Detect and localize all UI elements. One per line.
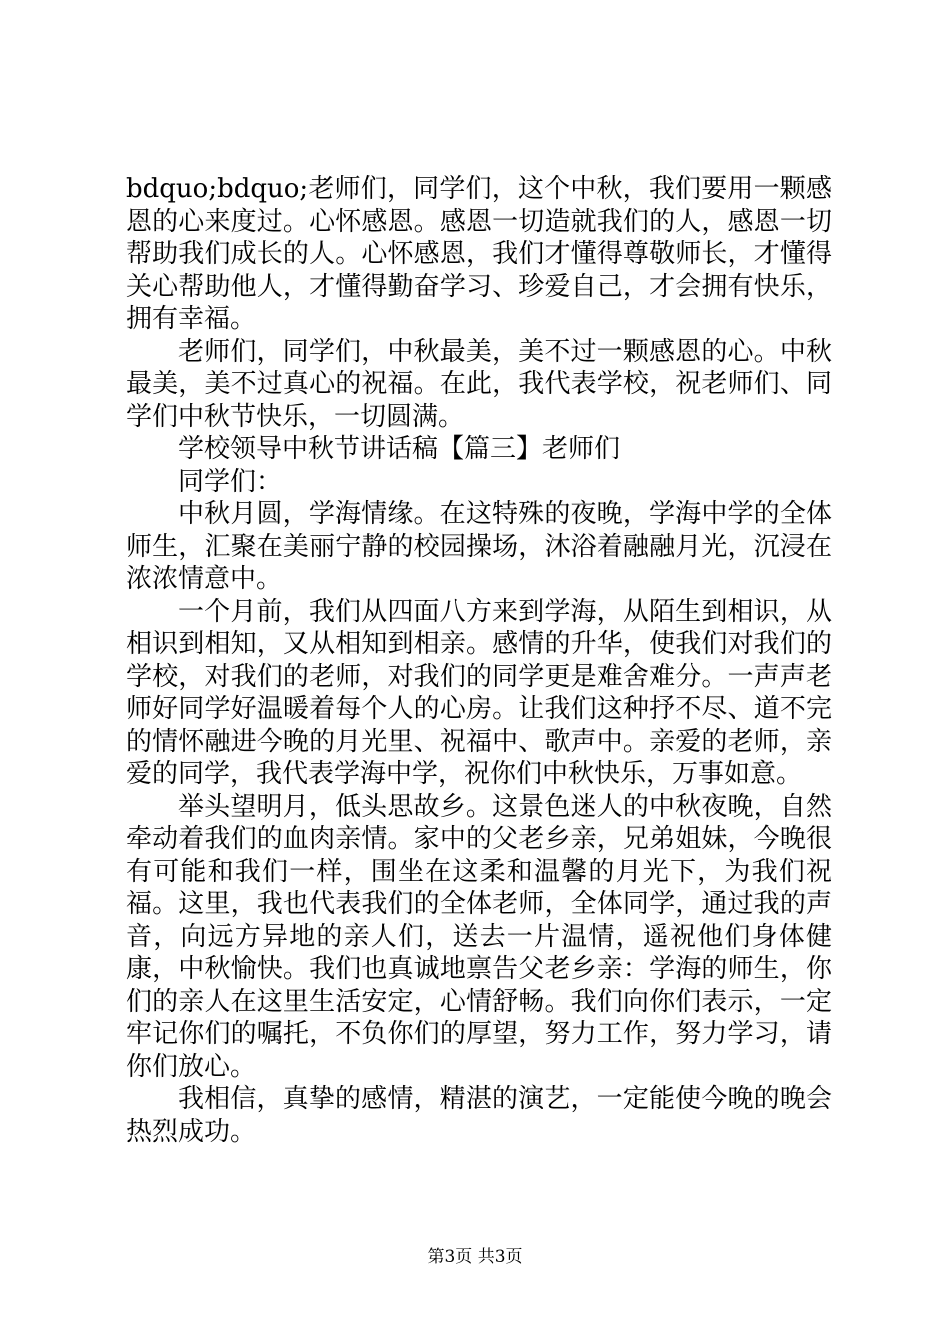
- paragraph-8: 我相信，真挚的感情，精湛的演艺，一定能使今晚的晚会热烈成功。: [126, 1084, 832, 1147]
- paragraph-5: 中秋月圆，学海情缘。在这特殊的夜晚，学海中学的全体师生，汇聚在美丽宁静的校园操场，沐浴着融融月光，沉浸在浓浓情意中。: [126, 499, 832, 594]
- paragraph-2: 老师们，同学们，中秋最美，美不过一颗感恩的心。中秋最美，美不过真心的祝福。在此，我代表学校，祝老师们、同学们中秋节快乐，一切圆满。: [126, 336, 832, 432]
- section-heading: 学校领导中秋节讲话稿【篇三】老师们: [178, 434, 621, 464]
- page-number-footer: 第3页 共3页: [427, 1247, 523, 1267]
- paragraph-7: 举头望明月，低头思故乡。这景色迷人的中秋夜晚，自然牵动着我们的血肉亲情。家中的父老乡亲，兄弟姐妹，今晚很有可能和我们一样，围坐在这柔和温馨的月光下，为我们祝福。这里，我也代表我们的全体老师，全体同学，通过我的声音，向远方异地的亲人们，送去一片温情，遥祝他们身体健康，中秋愉快。我们也真诚地禀告父老乡亲：学海的师生，你们的亲人在这里生活安定，心情舒畅。我们向你们表示，一定牢记你们的嘱托，不负你们的厚望，努力工作，努力学习，请你们放心。: [126, 791, 832, 1082]
- paragraph-1: bdquo;bdquo;老师们，同学们，这个中秋，我们要用一颗感恩的心来度过。心怀感恩。感恩一切造就我们的人，感恩一切帮助我们成长的人。心怀感恩，我们才懂得尊敬师长，才懂得关心帮助他人，才懂得勤奋学习、珍爱自己，才会拥有快乐，拥有幸福。: [126, 174, 832, 334]
- paragraph-6: 一个月前，我们从四面八方来到学海，从陌生到相识，从相识到相知，又从相知到相亲。感情的升华，使我们对我们的学校，对我们的老师，对我们的同学更是难舍难分。一声声老师好同学好温暖着每个人的心房。让我们这种抒不尽、道不完的情怀融进今晚的月光里、祝福中、歌声中。亲爱的老师，亲爱的同学，我代表学海中学，祝你们中秋快乐，万事如意。: [126, 596, 832, 789]
- salutation: 同学们：: [178, 466, 283, 497]
- document-body: [126, 173, 832, 1148]
